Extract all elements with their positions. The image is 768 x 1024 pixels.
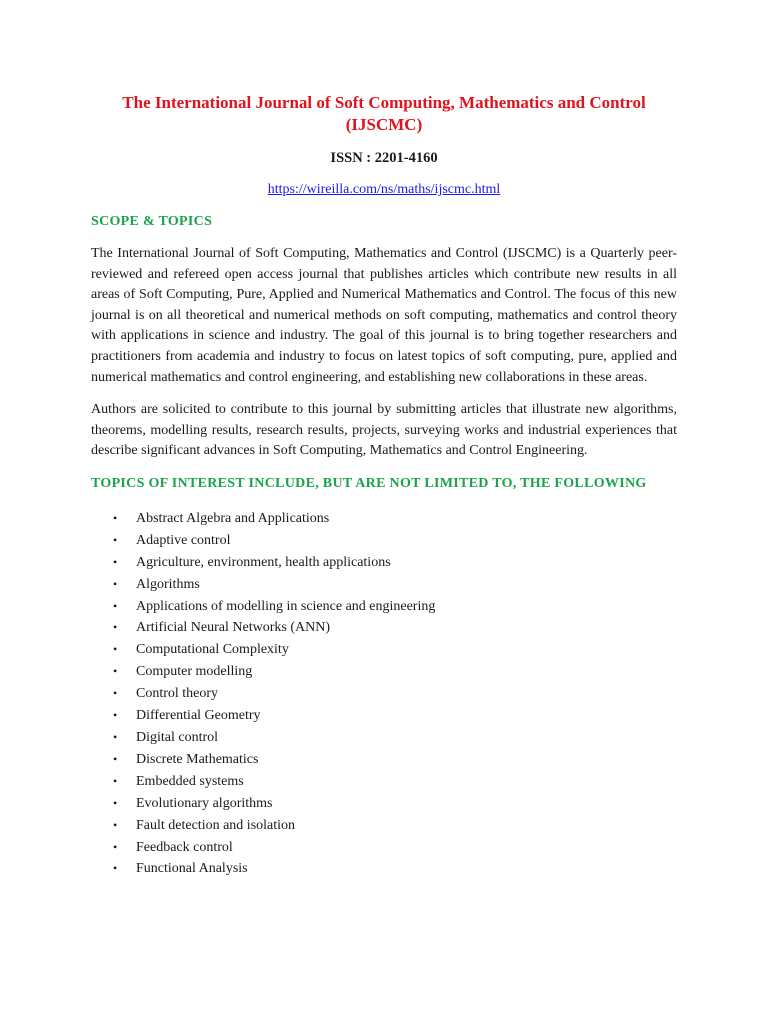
topic-label: Feedback control bbox=[136, 839, 233, 855]
topic-label: Fault detection and isolation bbox=[136, 817, 296, 833]
topic-label: Agriculture, environment, health applications bbox=[136, 554, 391, 570]
document-page bbox=[91, 92, 677, 880]
topic-label: Embedded systems bbox=[136, 773, 244, 789]
bullet-icon: • bbox=[113, 730, 118, 744]
topic-list-item bbox=[91, 793, 677, 815]
bullet-icon: • bbox=[113, 532, 118, 547]
bullet-icon: • bbox=[113, 554, 118, 569]
topic-label: Digital control bbox=[136, 730, 219, 745]
scope-paragraph: The International Journal of Soft Computing, Mathematics and Control (IJSCMC) is a Quarterly peer-reviewed and refereed open access journal that publishes articles which contribute new results in all areas of Soft Computing, Pure, Applied and Numerical Mathematics and Control. The focus of this new journal is on all theoretical and numerical methods on soft computing, mathematics and control theory with applications in science and industry. The goal of this journal is to bring together researchers and practitioners from academia and industry to focus on latest topics of soft computing, pure, applied and numerical mathematics and control engineering, and establishing new collaborations in these areas. bbox=[91, 246, 677, 385]
topic-label: Differential Geometry bbox=[136, 708, 261, 724]
bullet-icon: • bbox=[113, 598, 118, 613]
topic-list-item bbox=[91, 771, 677, 793]
topic-label: Control theory bbox=[136, 686, 219, 702]
bullet-icon: • bbox=[113, 839, 118, 854]
issn-number: ISSN : 2201-4160 bbox=[330, 150, 438, 166]
topics-heading: TOPICS OF INTEREST INCLUDE, BUT ARE NOT LIMITED TO, THE FOLLOWING bbox=[91, 475, 647, 491]
bullet-icon: • bbox=[113, 795, 118, 810]
topic-label: Discrete Mathematics bbox=[136, 751, 259, 767]
topic-label: Computer modelling bbox=[136, 664, 253, 680]
topic-list-item bbox=[91, 683, 677, 705]
topic-list-item bbox=[91, 727, 677, 749]
topic-list-item bbox=[91, 815, 677, 837]
bullet-icon: • bbox=[113, 708, 118, 723]
bullet-icon: • bbox=[113, 773, 118, 788]
topic-list-item bbox=[91, 639, 677, 661]
bullet-icon: • bbox=[113, 817, 118, 832]
topic-list-item bbox=[91, 661, 677, 683]
topic-label: Adaptive control bbox=[136, 532, 231, 548]
topic-label: Computational Complexity bbox=[136, 642, 289, 658]
bullet-icon: • bbox=[113, 620, 118, 635]
topic-label: Evolutionary algorithms bbox=[136, 795, 273, 811]
bullet-icon: • bbox=[113, 664, 118, 679]
topic-list-item bbox=[91, 508, 677, 530]
topics-list bbox=[91, 508, 677, 880]
topic-label: Functional Analysis bbox=[136, 861, 248, 877]
scope-heading: SCOPE & TOPICS bbox=[91, 214, 213, 229]
topic-label: Algorithms bbox=[136, 576, 200, 592]
topic-list-item bbox=[91, 552, 677, 574]
bullet-icon: • bbox=[113, 861, 118, 876]
topic-list-item bbox=[91, 705, 677, 727]
topic-list-item bbox=[91, 617, 677, 639]
topic-list-item bbox=[91, 749, 677, 771]
topic-label: Abstract Algebra and Applications bbox=[136, 510, 330, 526]
topic-list-item bbox=[91, 858, 677, 880]
journal-url-line bbox=[91, 180, 677, 200]
bullet-icon: • bbox=[113, 751, 118, 766]
topic-list-item bbox=[91, 837, 677, 859]
topic-list-item bbox=[91, 596, 677, 618]
journal-url-link[interactable]: https://wireilla.com/ns/maths/ijscmc.html bbox=[267, 182, 501, 197]
authors-paragraph: Authors are solicited to contribute to this journal by submitting articles that illustrate new algorithms, theorems, modelling results, research results, projects, surveying works and industrial experiences that describe significant advances in Soft Computing, Mathematics and Control Engineering. bbox=[91, 402, 677, 459]
bullet-icon: • bbox=[113, 510, 118, 525]
bullet-icon: • bbox=[113, 576, 118, 591]
topic-list-item bbox=[91, 574, 677, 596]
topic-list-item bbox=[91, 530, 677, 552]
journal-title: The International Journal of Soft Computing, Mathematics and Control (IJSCMC) bbox=[122, 93, 646, 134]
bullet-icon: • bbox=[113, 686, 118, 701]
topic-label: Applications of modelling in science and engineering bbox=[136, 598, 436, 614]
bullet-icon: • bbox=[113, 642, 118, 657]
topic-label: Artificial Neural Networks (ANN) bbox=[136, 620, 330, 636]
